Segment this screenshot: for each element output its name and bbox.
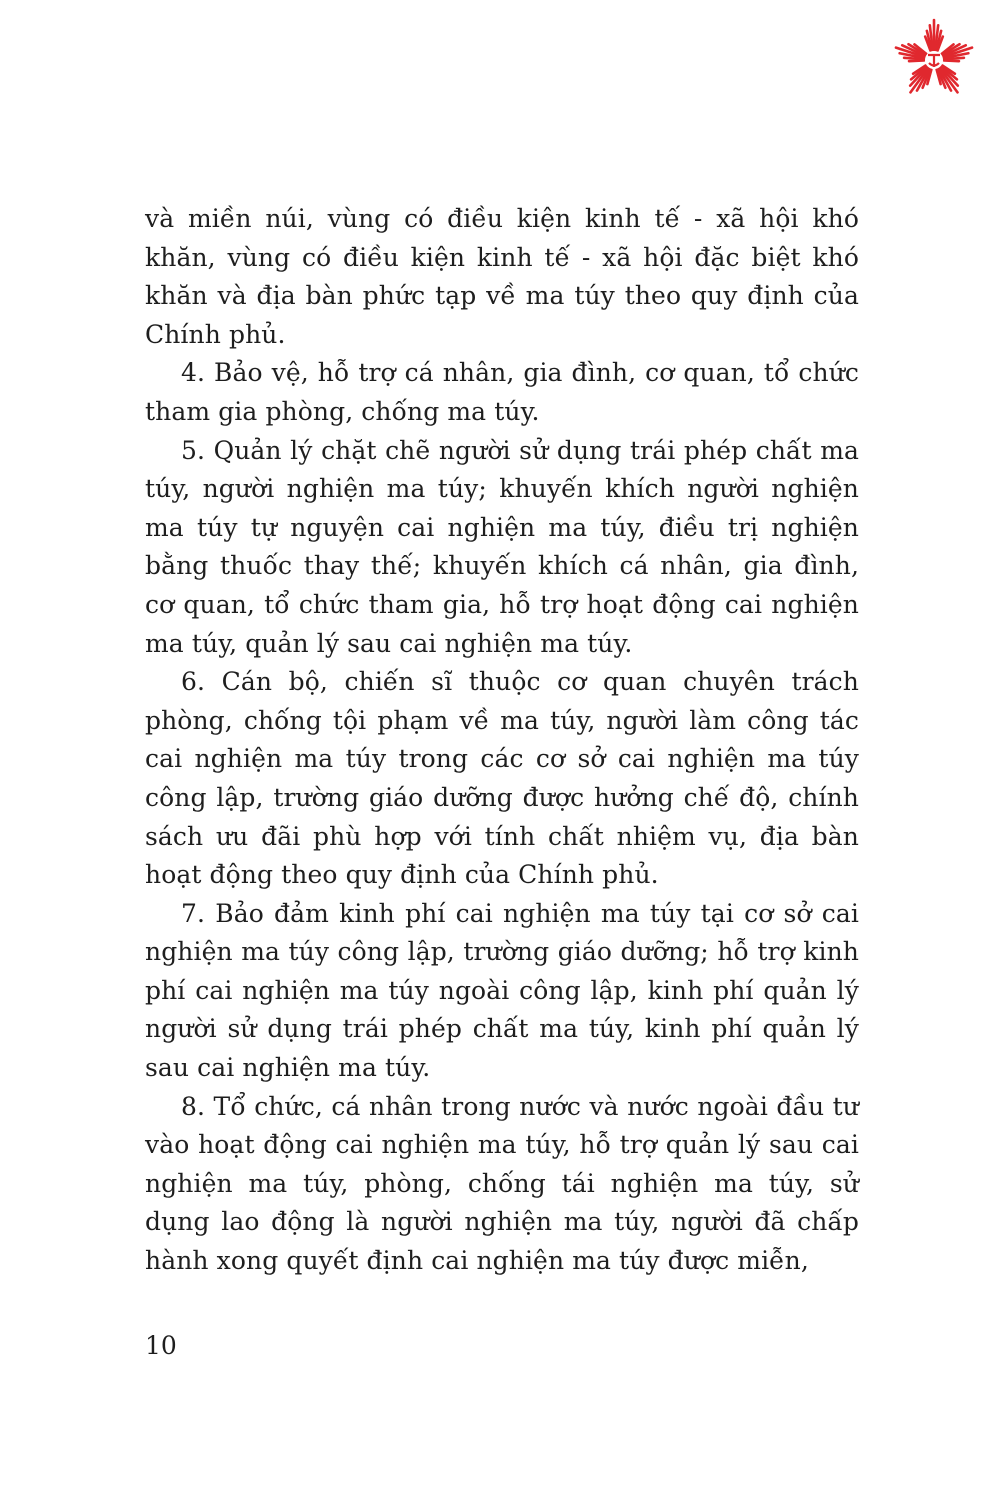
paragraph-item-7: 7. Bảo đảm kinh phí cai nghiện ma túy tại cơ sở cai nghiện ma túy công lập, trường giáo dưỡng; hỗ trợ kinh phí cai nghiện ma túy ngoài công lập, kinh phí quản lý người sử dụng trái phép chất ma túy, kinh phí quản lý sau cai nghiện ma túy. <box>145 898 859 1083</box>
logo-ray <box>909 60 924 61</box>
page-number: 10 <box>145 1331 177 1360</box>
paragraph-item-5: 5. Quản lý chặt chẽ người sử dụng trái phép chất ma túy, người nghiện ma túy; khuyến khích người nghiện ma túy tự nguyện cai nghiện ma túy, điều trị nghiện bằng thuốc thay thế; khuyến khích cá nhân, gia đình, cơ quan, tổ chức tham gia, hỗ trợ hoạt động cai nghiện ma túy, quản lý sau cai nghiện ma túy. <box>145 435 859 658</box>
logo-ray <box>944 60 959 61</box>
paragraph-item-6: 6. Cán bộ, chiến sĩ thuộc cơ quan chuyên trách phòng, chống tội phạm về ma túy, người làm công tác cai nghiện ma túy trong các cơ sở cai nghiện ma túy công lập, trường giáo dưỡng được hưởng chế độ, chính sách ưu đãi phù hợp với tính chất nhiệm vụ, địa bàn hoạt động theo quy định của Chính phủ. <box>145 667 859 890</box>
paragraph-continuation: và miền núi, vùng có điều kiện kinh tế - xã hội khó khăn, vùng có điều kiện kinh tế - xã hội đặc biệt khó khăn và địa bàn phức tạp về ma túy theo quy định của Chính phủ. <box>145 204 859 349</box>
publisher-star-logo-icon <box>892 18 976 102</box>
logo-ray <box>944 58 964 59</box>
paragraph-item-4: 4. Bảo vệ, hỗ trợ cá nhân, gia đình, cơ quan, tổ chức tham gia phòng, chống ma túy. <box>145 358 859 426</box>
paragraph-item-8: 8. Tổ chức, cá nhân trong nước và nước ngoài đầu tư vào hoạt động cai nghiện ma túy, hỗ trợ quản lý sau cai nghiện ma túy, phòng, chống tái nghiện ma túy, sử dụng lao động là người nghiện ma túy, người đã chấp hành xong quyết định cai nghiện ma túy được miễn, <box>145 1091 859 1276</box>
body-text <box>145 200 859 1281</box>
